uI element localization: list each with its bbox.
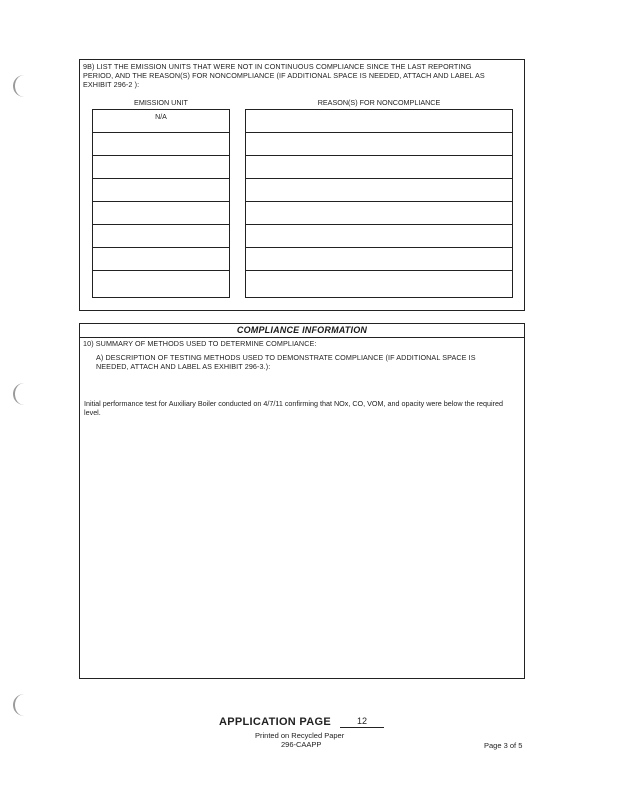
emission-unit-cell[interactable] <box>93 248 229 271</box>
reason-cell[interactable] <box>246 225 512 248</box>
compliance-information-section <box>79 323 525 679</box>
title-divider <box>80 337 524 338</box>
noncompliance-section <box>79 59 525 311</box>
binder-hole-middle <box>13 383 25 405</box>
testing-methods-response[interactable]: Initial performance test for Auxiliary Boiler conducted on 4/7/11 confirming that NOx, CO, VOM, and opacity were below the required level. <box>84 399 503 417</box>
reasons-table <box>245 109 513 298</box>
emission-unit-cell[interactable] <box>93 225 229 248</box>
application-page-number: 12 <box>340 715 384 728</box>
form-id: 296-CAAPP <box>281 740 322 749</box>
reasons-column-header: REASON(S) FOR NONCOMPLIANCE <box>317 98 441 107</box>
item-9b-instruction: 9B) LIST THE EMISSION UNITS THAT WERE NOT IN CONTINUOUS COMPLIANCE SINCE THE LAST REPORTING PERIOD, AND THE REASON(S) FOR NONCOMPLIANCE (IF ADDITIONAL SPACE IS NEEDED, ATTACH AND LABEL AS EXHIBIT 296-2 ): <box>83 62 485 89</box>
reason-cell[interactable] <box>246 110 512 133</box>
emission-unit-cell[interactable] <box>93 179 229 202</box>
binder-hole-bottom <box>13 694 25 716</box>
emission-unit-cell[interactable] <box>93 271 229 298</box>
emission-unit-column-header: EMISSION UNIT <box>134 98 188 107</box>
emission-unit-cell[interactable] <box>93 156 229 179</box>
emission-unit-cell[interactable] <box>93 110 229 133</box>
reason-cell[interactable] <box>246 248 512 271</box>
page-of-indicator: Page 3 of 5 <box>484 741 523 750</box>
binder-hole-top <box>13 75 25 97</box>
item-10a-instruction: A) DESCRIPTION OF TESTING METHODS USED TO DEMONSTRATE COMPLIANCE (IF ADDITIONAL SPACE IS NEEDED, ATTACH AND LABEL AS EXHIBIT 296-3.): <box>96 353 476 371</box>
reason-cell[interactable] <box>246 202 512 225</box>
reason-cell[interactable] <box>246 156 512 179</box>
reason-cell[interactable] <box>246 271 512 298</box>
reason-cell[interactable] <box>246 133 512 156</box>
emission-unit-cell[interactable] <box>93 202 229 225</box>
item-10-heading: 10) SUMMARY OF METHODS USED TO DETERMINE COMPLIANCE: <box>83 339 317 348</box>
emission-unit-value: N/A <box>155 114 167 121</box>
application-page-label: APPLICATION PAGE <box>219 716 331 728</box>
emission-unit-table <box>92 109 230 298</box>
emission-unit-cell[interactable] <box>93 133 229 156</box>
section-title: COMPLIANCE INFORMATION <box>236 325 368 335</box>
reason-cell[interactable] <box>246 179 512 202</box>
printed-on-note: Printed on Recycled Paper <box>255 731 345 740</box>
